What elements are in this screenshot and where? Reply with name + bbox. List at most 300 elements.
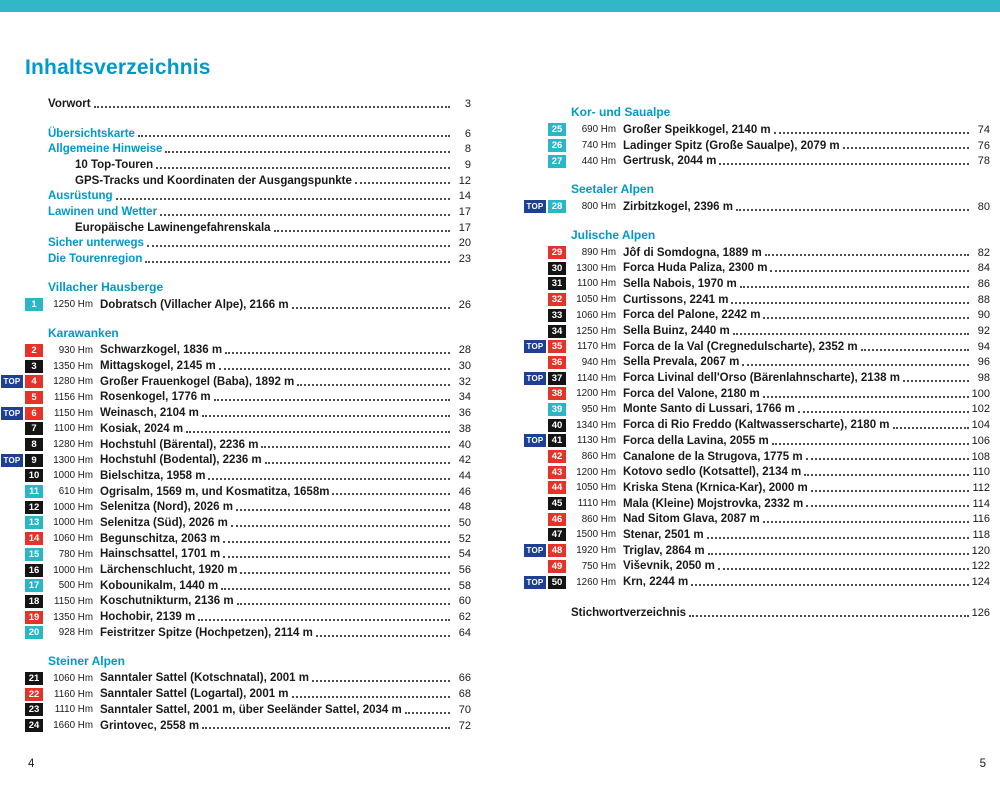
tour-name: Monte Santo di Lussari, 1766 m [623,403,795,416]
tour-badges [548,246,566,259]
tour-number-badge: 33 [548,309,566,322]
toc-tour-row [548,402,990,418]
top-badge: TOP [524,372,546,385]
toc-tour-row [548,417,990,433]
tour-page-number: 86 [977,277,990,290]
toc-tour-row [25,358,471,374]
tour-elevation-gain: 1110 Hm [577,498,616,510]
dot-leader [231,525,450,527]
tour-badges [25,564,43,577]
tour-page-number: 60 [458,595,471,608]
tour-name: Kobounikalm, 1440 m [100,579,219,592]
dot-leader [116,198,450,200]
tour-badges [526,200,566,213]
tour-name: Forca de la Val (Cregnedulscharte), 2352 m [623,340,858,353]
toc-tour-row [25,671,471,687]
dot-leader [156,167,450,169]
tour-number-badge: 42 [548,450,566,463]
tour-number-badge: 37 [548,372,566,385]
tour-elevation-gain: 1110 Hm [54,704,93,716]
tour-page-number: 28 [458,344,471,357]
tour-page-number: 50 [458,516,471,529]
tour-name: Sanntaler Sattel (Kotschnatal), 2001 m [100,672,309,685]
dot-leader [707,537,969,539]
toc-entry-label: Die Tourenregion [48,253,143,266]
tour-elevation-gain: 860 Hm [581,513,616,525]
tour-name: Hochstuhl (Bodental), 2236 m [100,454,262,467]
tour-elevation-gain: 1170 Hm [576,341,616,353]
tour-page-number: 34 [458,391,471,404]
tour-badges [25,438,43,451]
section-heading: Steiner Alpen [48,653,125,668]
tour-name: Selenitza (Süd), 2026 m [100,516,228,529]
toc-tour-row [25,297,471,313]
dot-leader [240,572,450,574]
tour-page-number: 46 [458,485,471,498]
dot-leader [138,135,450,137]
left-page-body [3,96,471,733]
tour-page-number: 26 [458,298,471,311]
dot-leader [770,270,969,272]
toc-tour-row [526,574,990,590]
tour-badges [548,309,566,322]
tour-name: Koschutnikturm, 2136 m [100,595,234,608]
dot-leader [198,619,450,621]
tour-badges [3,407,43,420]
dot-leader [202,415,450,417]
tour-number-badge: 13 [25,516,43,529]
tour-number-badge: 31 [548,277,566,290]
tour-elevation-gain: 1660 Hm [53,720,93,732]
tour-elevation-gain: 1300 Hm [576,262,616,274]
toc-tour-row [548,138,990,154]
tour-elevation-gain: 800 Hm [581,201,616,213]
toc-tour-row [25,531,471,547]
tour-badges [548,277,566,290]
tour-number-badge: 11 [25,485,43,498]
tour-number-badge: 50 [548,576,566,589]
tour-name: Dobratsch (Villacher Alpe), 2166 m [100,298,289,311]
tour-name: Triglav, 2864 m [623,544,705,557]
tour-badges [548,528,566,541]
tour-name: Mala (Kleine) Mojstrovka, 2332 m [623,497,804,510]
tour-name: Jôf di Somdogna, 1889 m [623,246,762,259]
tour-badges [548,325,566,338]
dot-leader [719,163,969,165]
tour-name: Forca Livinal dell'Orso (Bärenlahnscharte), 2138 m [623,372,900,385]
tour-number-badge: 34 [548,325,566,338]
tour-number-badge: 43 [548,466,566,479]
tour-name: Stenar, 2501 m [623,528,704,541]
tour-page-number: 94 [977,340,990,353]
page-number-right: 5 [979,758,986,770]
toc-tour-row [548,527,990,543]
tour-name: Forca Huda Paliza, 2300 m [623,262,768,275]
tour-elevation-gain: 1150 Hm [53,407,93,419]
toc-tour-row [25,468,471,484]
tour-number-badge: 28 [548,200,566,213]
tour-number-badge: 30 [548,262,566,275]
tour-elevation-gain: 1200 Hm [576,466,616,478]
tour-name: Sella Prevala, 2067 m [623,356,740,369]
tour-elevation-gain: 1200 Hm [576,388,616,400]
tour-elevation-gain: 1500 Hm [576,529,616,541]
tour-page-number: 76 [977,139,990,152]
tour-elevation-gain: 780 Hm [58,548,93,560]
toc-entry-label: Ausrüstung [48,190,113,203]
index-entry-page: 126 [971,606,990,619]
tour-name: Schwarzkogel, 1836 m [100,344,223,357]
dot-leader [689,615,969,617]
tour-page-number: 98 [977,372,990,385]
tour-elevation-gain: 500 Hm [58,580,93,592]
tour-number-badge: 12 [25,501,43,514]
toc-tour-row [25,686,471,702]
tour-name: Forca della Lavina, 2055 m [623,434,769,447]
dot-leader [223,541,450,543]
toc-front-row [25,188,471,204]
tour-page-number: 74 [977,123,990,136]
toc-tour-row [25,390,471,406]
tour-number-badge: 44 [548,481,566,494]
section-heading: Villacher Hausberge [48,279,164,294]
tour-number-badge: 10 [25,469,43,482]
dot-leader [765,254,969,256]
tour-name: Weinasch, 2104 m [100,407,199,420]
toc-section [526,182,990,215]
toc-entry-page: 17 [458,221,471,234]
tour-name: Viševnik, 2050 m [623,560,715,573]
tour-badges [25,703,43,716]
tour-number-badge: 6 [25,407,43,420]
dot-leader [94,106,450,108]
toc-front-row [25,96,471,112]
toc-tour-row [25,562,471,578]
dot-leader [237,603,450,605]
tour-page-number: 102 [971,403,990,416]
tour-badges [526,434,566,447]
dot-leader [798,411,969,413]
dot-leader [332,493,450,495]
toc-tour-row [548,323,990,339]
tour-badges [548,481,566,494]
tour-number-badge: 8 [25,438,43,451]
tour-number-badge: 27 [548,155,566,168]
tour-elevation-gain: 1000 Hm [53,564,93,576]
tour-badges [548,497,566,510]
toc-front-row [25,126,471,142]
toc-entry-page: 8 [464,143,471,156]
tour-page-number: 66 [458,672,471,685]
tour-number-badge: 45 [548,497,566,510]
tour-elevation-gain: 1100 Hm [53,423,93,435]
toc-tour-row [25,421,471,437]
dot-leader [731,302,969,304]
dot-leader [736,209,969,211]
tour-page-number: 118 [972,528,990,541]
tour-name: Kotovo sedlo (Kotsattel), 2134 m [623,466,802,479]
toc-tour-row [3,452,471,468]
tour-page-number: 48 [458,501,471,514]
tour-name: Nad Sitom Glava, 2087 m [623,513,760,526]
tour-page-number: 104 [971,419,990,432]
toc-entry-page: 12 [458,174,471,187]
section-heading: Seetaler Alpen [571,182,654,197]
tour-badges [25,344,43,357]
toc-entry-label: Allgemeine Hinweise [48,143,163,156]
index-entry-row [548,605,990,621]
dot-leader [804,474,969,476]
top-badge: TOP [524,576,546,589]
tour-elevation-gain: 1260 Hm [576,576,616,588]
tour-name: Forca del Palone, 2242 m [623,309,761,322]
top-badge: TOP [524,340,546,353]
toc-front-row [25,141,471,157]
toc-front-row [25,157,471,173]
tour-name: Grintovec, 2558 m [100,719,200,732]
dot-leader [903,380,969,382]
tour-number-badge: 22 [25,688,43,701]
dot-leader [265,462,450,464]
tour-page-number: 110 [972,466,990,479]
dot-leader [261,446,450,448]
toc-entry-page: 20 [458,237,471,250]
section-heading: Karawanken [48,325,119,340]
tour-number-badge: 21 [25,672,43,685]
tour-elevation-gain: 1350 Hm [53,611,93,623]
dot-leader [147,245,450,247]
tour-name: Begunschitza, 2063 m [100,532,221,545]
tour-badges [25,391,43,404]
toc-entry-label: GPS-Tracks und Koordinaten der Ausgangspunkte [75,174,352,187]
tour-badges [548,123,566,136]
tour-badges [3,375,43,388]
tour-number-badge: 29 [548,246,566,259]
tour-page-number: 68 [458,688,471,701]
tour-number-badge: 14 [25,532,43,545]
tour-elevation-gain: 1060 Hm [53,672,93,684]
tour-elevation-gain: 690 Hm [581,124,616,136]
toc-front-row [25,173,471,189]
toc-tour-row [548,464,990,480]
tour-page-number: 54 [458,548,471,561]
tour-number-badge: 48 [548,544,566,557]
toc-front-row [25,236,471,252]
tour-elevation-gain: 1050 Hm [576,294,616,306]
tour-badges [548,466,566,479]
tour-page-number: 58 [458,579,471,592]
dot-leader [316,635,450,637]
toc-tour-row [25,484,471,500]
dot-leader [202,727,450,729]
dot-leader [223,556,450,558]
tour-name: Zirbitzkogel, 2396 m [623,200,733,213]
tour-number-badge: 46 [548,513,566,526]
tour-number-badge: 47 [548,528,566,541]
tour-name: Rosenkogel, 1776 m [100,391,211,404]
toc-section [25,654,471,734]
tour-name: Sella Buinz, 2440 m [623,325,730,338]
tour-badges [25,688,43,701]
tour-name: Forca di Rio Freddo (Kaltwasserscharte), 2180 m [623,419,890,432]
tour-badges [548,513,566,526]
dot-leader [214,399,450,401]
tour-page-number: 108 [971,450,990,463]
dot-leader [186,431,450,433]
tour-elevation-gain: 1160 Hm [53,688,93,700]
tour-page-number: 70 [458,703,471,716]
toc-entry-label: Europäische Lawinengefahrenskala [75,221,271,234]
tour-elevation-gain: 1350 Hm [53,360,93,372]
tour-number-badge: 5 [25,391,43,404]
tour-badges [526,544,566,557]
dot-leader [811,490,969,492]
top-badge: TOP [1,454,23,467]
tour-page-number: 56 [458,564,471,577]
tour-number-badge: 2 [25,344,43,357]
dot-leader [763,317,969,319]
tour-number-badge: 4 [25,375,43,388]
toc-tour-row [526,370,990,386]
dot-leader [718,568,969,570]
tour-page-number: 40 [458,438,471,451]
toc-tour-row [3,374,471,390]
tour-page-number: 116 [972,513,990,526]
tour-name: Selenitza (Nord), 2026 m [100,501,233,514]
tour-page-number: 44 [458,469,471,482]
tour-page-number: 84 [977,262,990,275]
tour-page-number: 32 [458,375,471,388]
dot-leader [740,286,969,288]
tour-badges [25,298,43,311]
toc-front-row [25,251,471,267]
tour-number-badge: 49 [548,560,566,573]
tour-elevation-gain: 1060 Hm [576,309,616,321]
tour-number-badge: 3 [25,360,43,373]
toc-section [526,227,990,590]
page-title: Inhaltsverzeichnis [25,56,211,79]
tour-page-number: 114 [972,497,990,510]
tour-number-badge: 20 [25,626,43,639]
top-badge: TOP [524,200,546,213]
dot-leader [774,132,969,134]
toc-tour-row [548,355,990,371]
dot-leader [292,307,450,309]
tour-badges [25,360,43,373]
dot-leader [893,427,969,429]
tour-badges [526,340,566,353]
tour-number-badge: 19 [25,611,43,624]
dot-leader [763,521,969,523]
dot-leader [219,368,450,370]
tour-name: Sanntaler Sattel, 2001 m, über Seeländer Sattel, 2034 m [100,703,402,716]
dot-leader [806,458,969,460]
tour-name: Sanntaler Sattel (Logartal), 2001 m [100,688,289,701]
dot-leader [221,588,450,590]
tour-name: Mittagskogel, 2145 m [100,360,216,373]
tour-elevation-gain: 1050 Hm [576,482,616,494]
toc-tour-row [548,276,990,292]
dot-leader [733,333,969,335]
tour-badges [25,469,43,482]
tour-page-number: 88 [977,293,990,306]
tour-badges [25,485,43,498]
tour-badges [548,450,566,463]
tour-elevation-gain: 1000 Hm [53,517,93,529]
tour-number-badge: 18 [25,595,43,608]
toc-entry-page: 3 [464,97,471,110]
tour-badges [548,293,566,306]
tour-number-badge: 36 [548,356,566,369]
tour-elevation-gain: 890 Hm [581,247,616,259]
toc-tour-row [3,405,471,421]
toc-entry-label: Vorwort [48,97,91,110]
tour-elevation-gain: 928 Hm [58,627,93,639]
dot-leader [160,214,450,216]
top-accent-bar [0,0,1000,12]
toc-tour-row [25,578,471,594]
tour-number-badge: 39 [548,403,566,416]
left-page [3,12,471,733]
toc-entry-label: Sicher unterwegs [48,237,144,250]
tour-number-badge: 26 [548,139,566,152]
tour-badges [25,611,43,624]
dot-leader [355,182,450,184]
right-page [526,12,990,733]
tour-page-number: 106 [971,434,990,447]
tour-name: Canalone de la Strugova, 1775 m [623,450,803,463]
dot-leader [274,230,450,232]
tour-name: Großer Speikkogel, 2140 m [623,123,771,136]
toc-tour-row [25,718,471,734]
tour-number-badge: 9 [25,454,43,467]
tour-elevation-gain: 1250 Hm [576,325,616,337]
page-number-left: 4 [28,758,35,770]
dot-leader [225,352,450,354]
tour-name: Kriska Stena (Krnica-Kar), 2000 m [623,481,808,494]
tour-badges [25,532,43,545]
toc-front-row [25,204,471,220]
tour-page-number: 80 [977,200,990,213]
section-heading: Kor- und Saualpe [571,105,671,119]
tour-badges [548,403,566,416]
tour-number-badge: 24 [25,719,43,732]
tour-elevation-gain: 1300 Hm [53,454,93,466]
tour-badges [526,576,566,589]
dot-leader [405,712,450,714]
tour-elevation-gain: 1000 Hm [53,470,93,482]
tour-elevation-gain: 740 Hm [581,140,616,152]
tour-page-number: 30 [458,360,471,373]
tour-number-badge: 16 [25,564,43,577]
dot-leader [236,509,450,511]
tour-page-number: 62 [458,611,471,624]
toc-tour-row [548,153,990,169]
toc-tour-row [526,199,990,215]
tour-page-number: 100 [971,387,990,400]
tour-name: Ladinger Spitz (Große Saualpe), 2079 m [623,139,840,152]
tour-page-number: 36 [458,407,471,420]
tour-page-number: 72 [458,719,471,732]
toc-entry-page: 6 [464,127,471,140]
tour-number-badge: 40 [548,419,566,432]
toc-tour-row [548,122,990,138]
toc-tour-row [25,499,471,515]
tour-number-badge: 41 [548,434,566,447]
tour-elevation-gain: 1280 Hm [53,439,93,451]
tour-badges [25,626,43,639]
toc-front-row [25,220,471,236]
